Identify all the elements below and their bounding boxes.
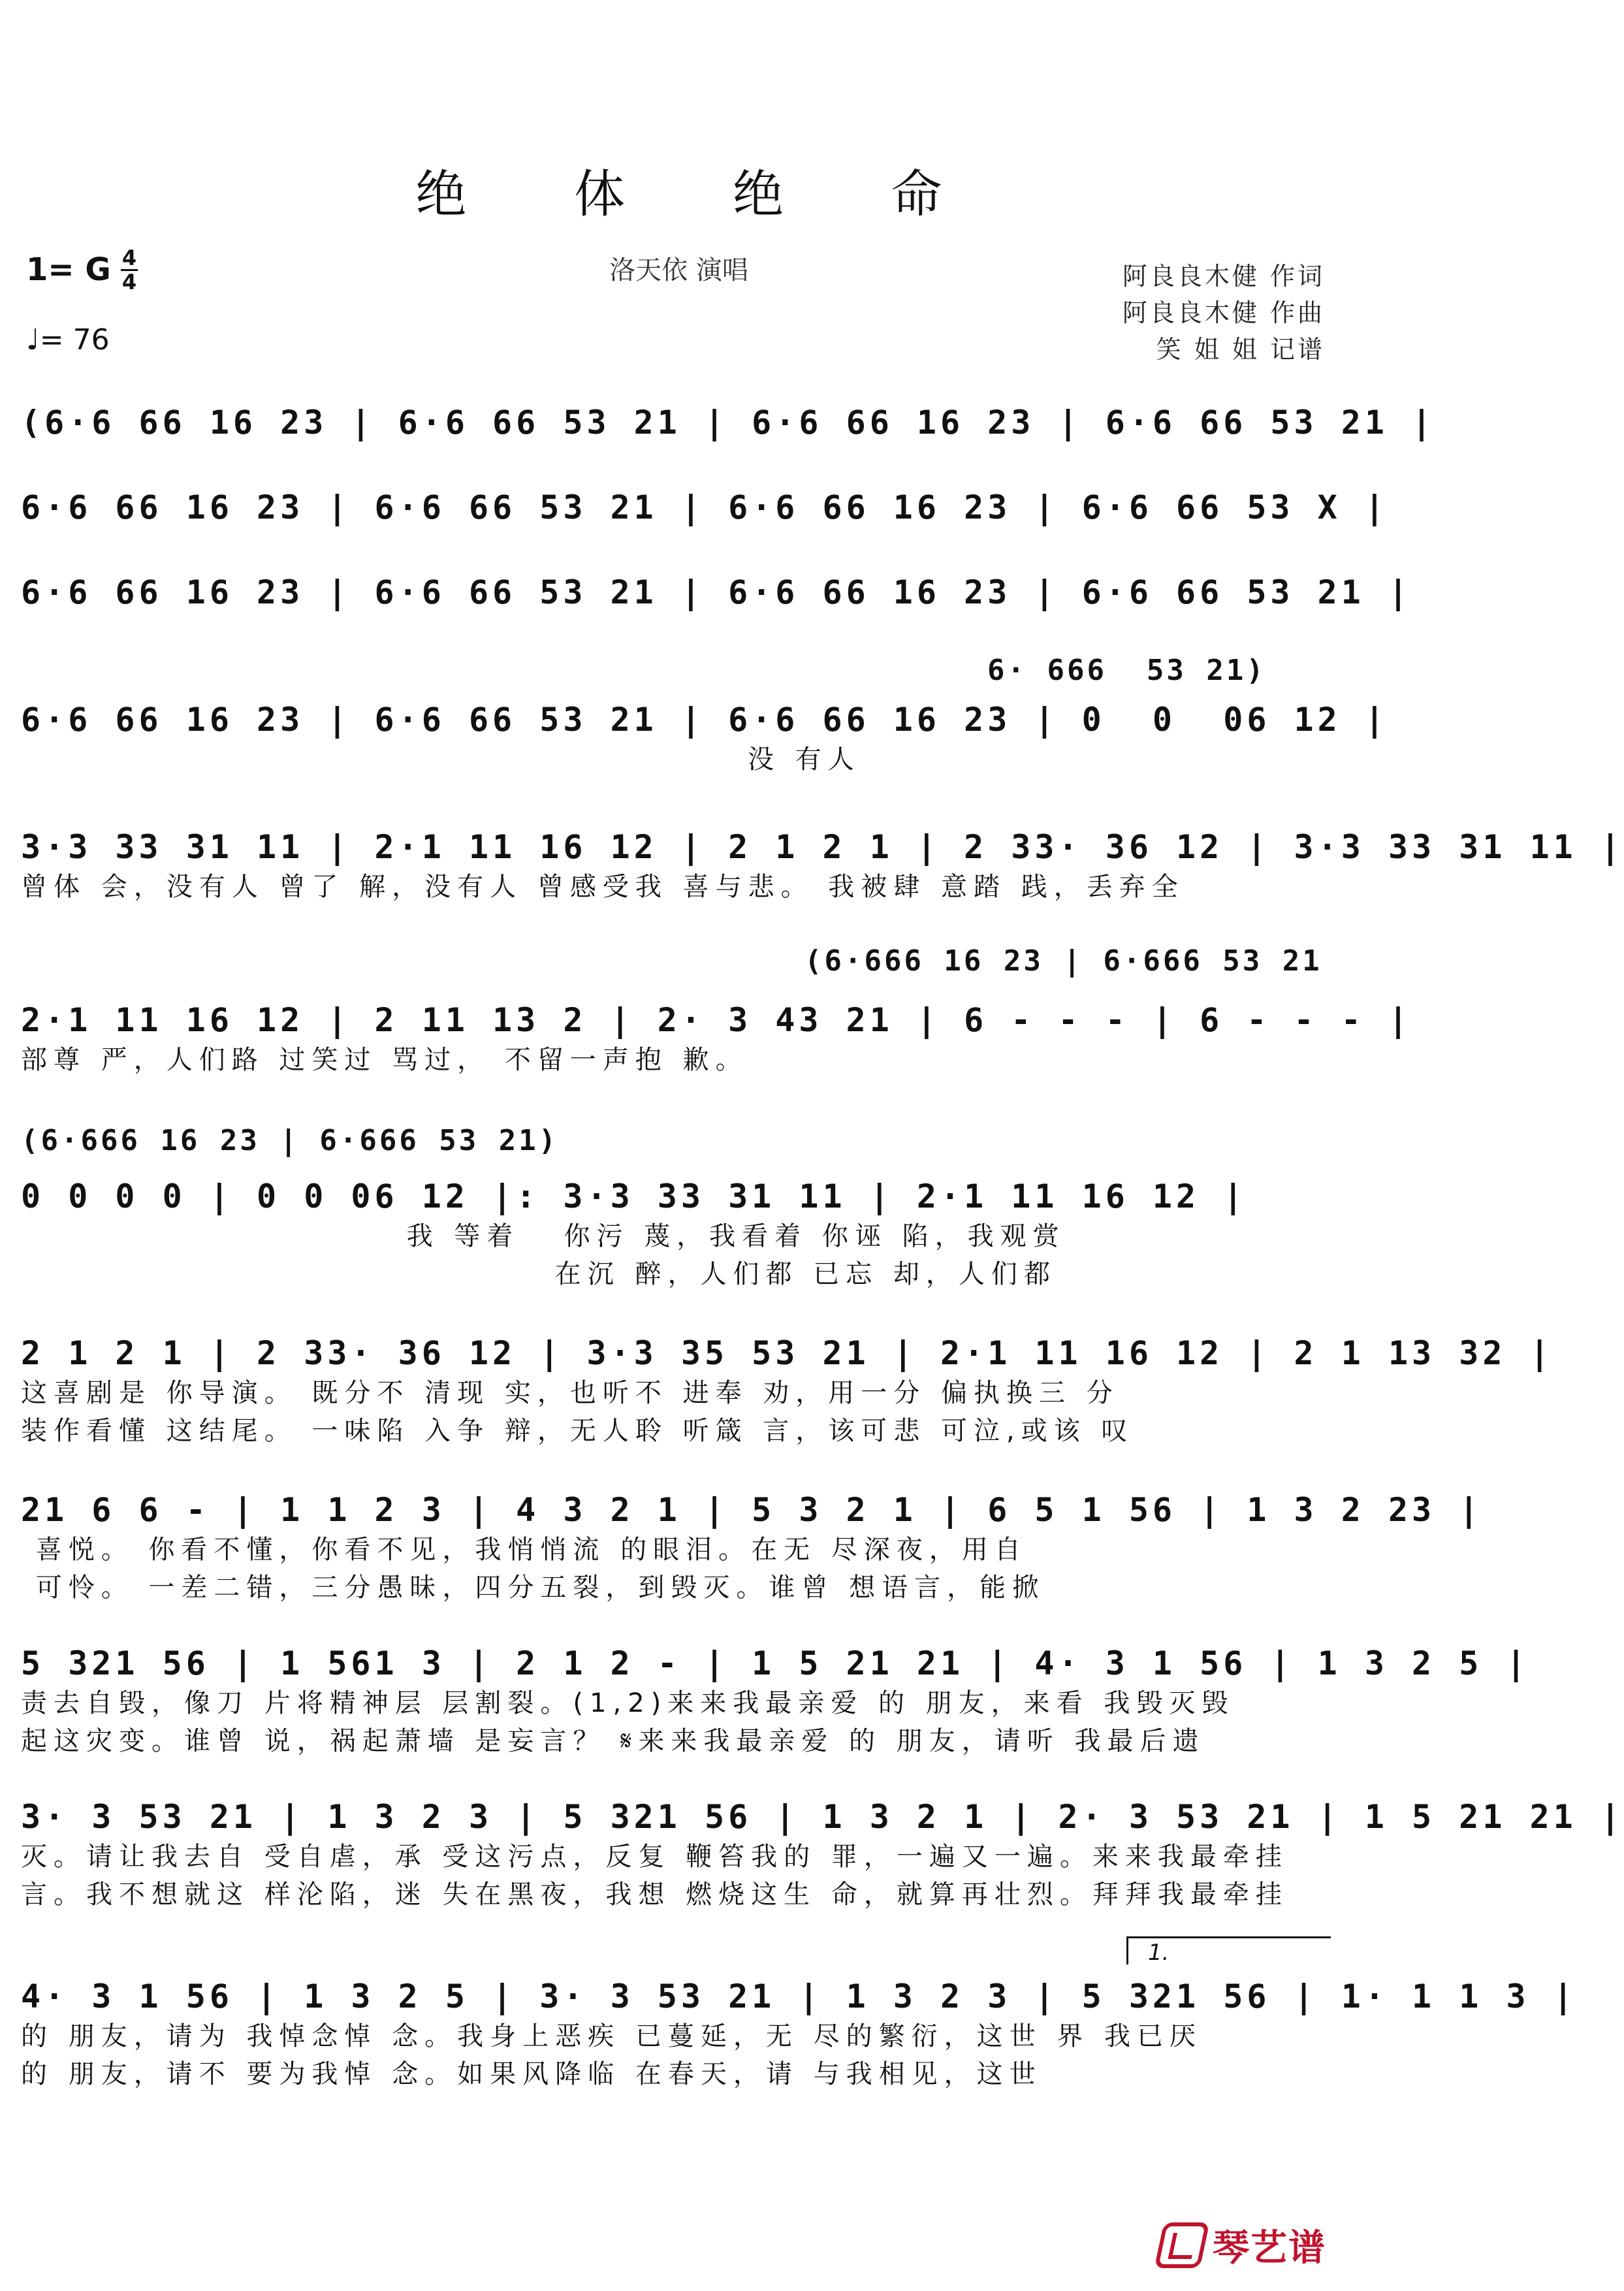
system-7-upper bbox=[21, 1120, 1327, 1162]
singer-credit: 洛天依 演唱 bbox=[609, 255, 748, 285]
lyric-line-2: 言。我不想就这 样沦陷，迷 失在黑夜，我想 燃烧这生 命，就算再壮烈。拜拜我最牵挂 bbox=[21, 1880, 1288, 1910]
transcriber-credit: 笑 姐 姐 记谱 bbox=[1156, 335, 1325, 364]
upper-notation-line: 6· 666 53 21) bbox=[987, 654, 1266, 687]
tempo-mark: ♩= 76 bbox=[26, 323, 110, 357]
notation-line: 0 0 0 0 | 0 0 06 12 |: 3·3 33 31 11 | 2·1 11 16 12 | bbox=[21, 1178, 1247, 1215]
notation-line: 3·3 33 31 11 | 2·1 11 16 12 | 2 1 2 1 | 2 33· 36 12 | 3·3 33 31 11 | bbox=[21, 828, 1624, 866]
system-9 bbox=[21, 1489, 1483, 1607]
notation-line: 21 6 6 - | 1 1 2 3 | 4 3 2 1 | 5 3 2 1 | 6 5 1 56 | 1 3 2 23 | bbox=[21, 1491, 1483, 1529]
watermark-logo bbox=[1159, 2219, 1326, 2271]
lyric-line-2: 可怜。 一差二错，三分愚昧，四分五裂，到毁灭。谁曾 想语言，能掀 bbox=[21, 1573, 1045, 1603]
volta-label: 1. bbox=[1148, 1940, 1170, 1966]
song-title: 绝 体 绝 命 bbox=[415, 165, 988, 224]
notation-line: 2 1 2 1 | 2 33· 36 12 | 3·3 35 53 21 | 2·1 11 16 12 | 2 1 13 32 | bbox=[21, 1334, 1553, 1372]
lyric-line-2: 在沉 醉，人们都 已忘 却，人们都 bbox=[21, 1259, 1057, 1289]
time-signature-top: 4 bbox=[121, 246, 137, 270]
notation-line: 2·1 11 16 12 | 2 11 13 2 | 2· 3 43 21 | 6 - - - | 6 - - - | bbox=[21, 1001, 1412, 1039]
lyricist-credit: 阿良良木健 作词 bbox=[1122, 262, 1325, 291]
notation-line: 4· 3 1 56 | 1 3 2 5 | 3· 3 53 21 | 1 3 2 3 | 5 321 56 | 1· 1 1 3 | bbox=[21, 1978, 1577, 2015]
lyric-line-1: 喜悦。 你看不懂，你看不见，我悄悄流 的眼泪。在无 尽深夜，用自 bbox=[21, 1535, 1027, 1565]
lyric-line-2: 装作看懂 这结尾。 一味陷 入争 辩，无人聆 听箴 言，该可悲 可泣,或该 叹 bbox=[21, 1416, 1134, 1446]
watermark-text: 琴艺谱 bbox=[1213, 2227, 1326, 2269]
system-2 bbox=[21, 487, 1388, 528]
lyric-line-1: 部尊 严，人们路 过笑过 骂过， 不留一声抱 歉。 bbox=[21, 1045, 748, 1075]
system-7 bbox=[21, 1176, 1327, 1293]
system-8 bbox=[21, 1332, 1553, 1450]
notation-line: 6·6 66 16 23 | 6·6 66 53 21 | 6·6 66 16 23 | 6·6 66 53 21 | bbox=[21, 573, 1412, 611]
system-6 bbox=[21, 999, 1412, 1079]
notation-line: (6·6 66 16 23 | 6·6 66 53 21 | 6·6 66 16 23 | 6·6 66 53 21 | bbox=[21, 404, 1436, 441]
logo-icon bbox=[1154, 2222, 1210, 2268]
system-5 bbox=[21, 826, 1624, 906]
credits-block bbox=[1122, 258, 1325, 368]
composer-credit: 阿良良木健 作曲 bbox=[1122, 298, 1325, 327]
system-3 bbox=[21, 571, 1412, 613]
system-1 bbox=[21, 402, 1436, 443]
system-4 bbox=[21, 650, 1327, 692]
volta-bracket bbox=[1126, 1936, 1331, 1964]
system-12 bbox=[21, 1976, 1577, 2093]
system-11 bbox=[21, 1796, 1624, 1914]
lyric-line-2: 起这灾变。谁曾 说，祸起萧墙 是妄言？ 𝄋来来我最亲爱 的 朋友，请听 我最后遗 bbox=[21, 1726, 1205, 1756]
lyric-line-1: 这喜剧是 你导演。 既分不 清现 实，也听不 进奉 劝，用一分 偏执换三 分 bbox=[21, 1378, 1119, 1408]
system-10 bbox=[21, 1642, 1530, 1760]
lyric-line-1: 灭。请让我去自 受自虐，承 受这污点，反复 鞭笞我的 罪，一遍又一遍。来来我最牵挂 bbox=[21, 1842, 1288, 1872]
time-signature-bottom: 4 bbox=[121, 270, 137, 295]
time-signature bbox=[121, 247, 138, 293]
lyric-line-1: 没 有人 bbox=[21, 745, 861, 775]
notation-line: 6·6 66 16 23 | 6·6 66 53 21 | 6·6 66 16 23 | 0 0 06 12 | bbox=[21, 701, 1388, 739]
notation-line: 6·6 66 16 23 | 6·6 66 53 21 | 6·6 66 16 23 | 6·6 66 53 X | bbox=[21, 489, 1388, 526]
key-signature: 1= G bbox=[26, 251, 111, 288]
notation-line: 5 321 56 | 1 561 3 | 2 1 2 - | 1 5 21 21 | 4· 3 1 56 | 1 3 2 5 | bbox=[21, 1644, 1530, 1682]
system-6-upper bbox=[21, 940, 1327, 982]
lyric-line-2: 的 朋友，请不 要为我悼 念。如果风降临 在春天，请 与我相见，这世 bbox=[21, 2059, 1042, 2089]
upper-notation-line: (6·666 16 23 | 6·666 53 21 bbox=[804, 944, 1322, 978]
notation-line: 3· 3 53 21 | 1 3 2 3 | 5 321 56 | 1 3 2 1 | 2· 3 53 21 | 1 5 21 21 | bbox=[21, 1798, 1624, 1836]
lyric-line-1: 我 等着 你污 蔑，我看着 你诬 陷，我观赏 bbox=[21, 1221, 1066, 1251]
system-4-main bbox=[21, 699, 1388, 778]
lyric-line-1: 曾体 会，没有人 曾了 解，没有人 曾感受我 喜与悲。 我被肆 意踏 践，丢弃全 bbox=[21, 872, 1185, 902]
lyric-line-1: 的 朋友，请为 我悼念悼 念。我身上恶疾 已蔓延，无 尽的繁衍，这世 界 我已厌 bbox=[21, 2021, 1203, 2051]
lyric-line-1: 责去自毁，像刀 片将精神层 层割裂。(1,2)来来我最亲爱 的 朋友，来看 我毁灭毁 bbox=[21, 1688, 1235, 1718]
upper-notation-line: (6·666 16 23 | 6·666 53 21) bbox=[21, 1124, 559, 1157]
